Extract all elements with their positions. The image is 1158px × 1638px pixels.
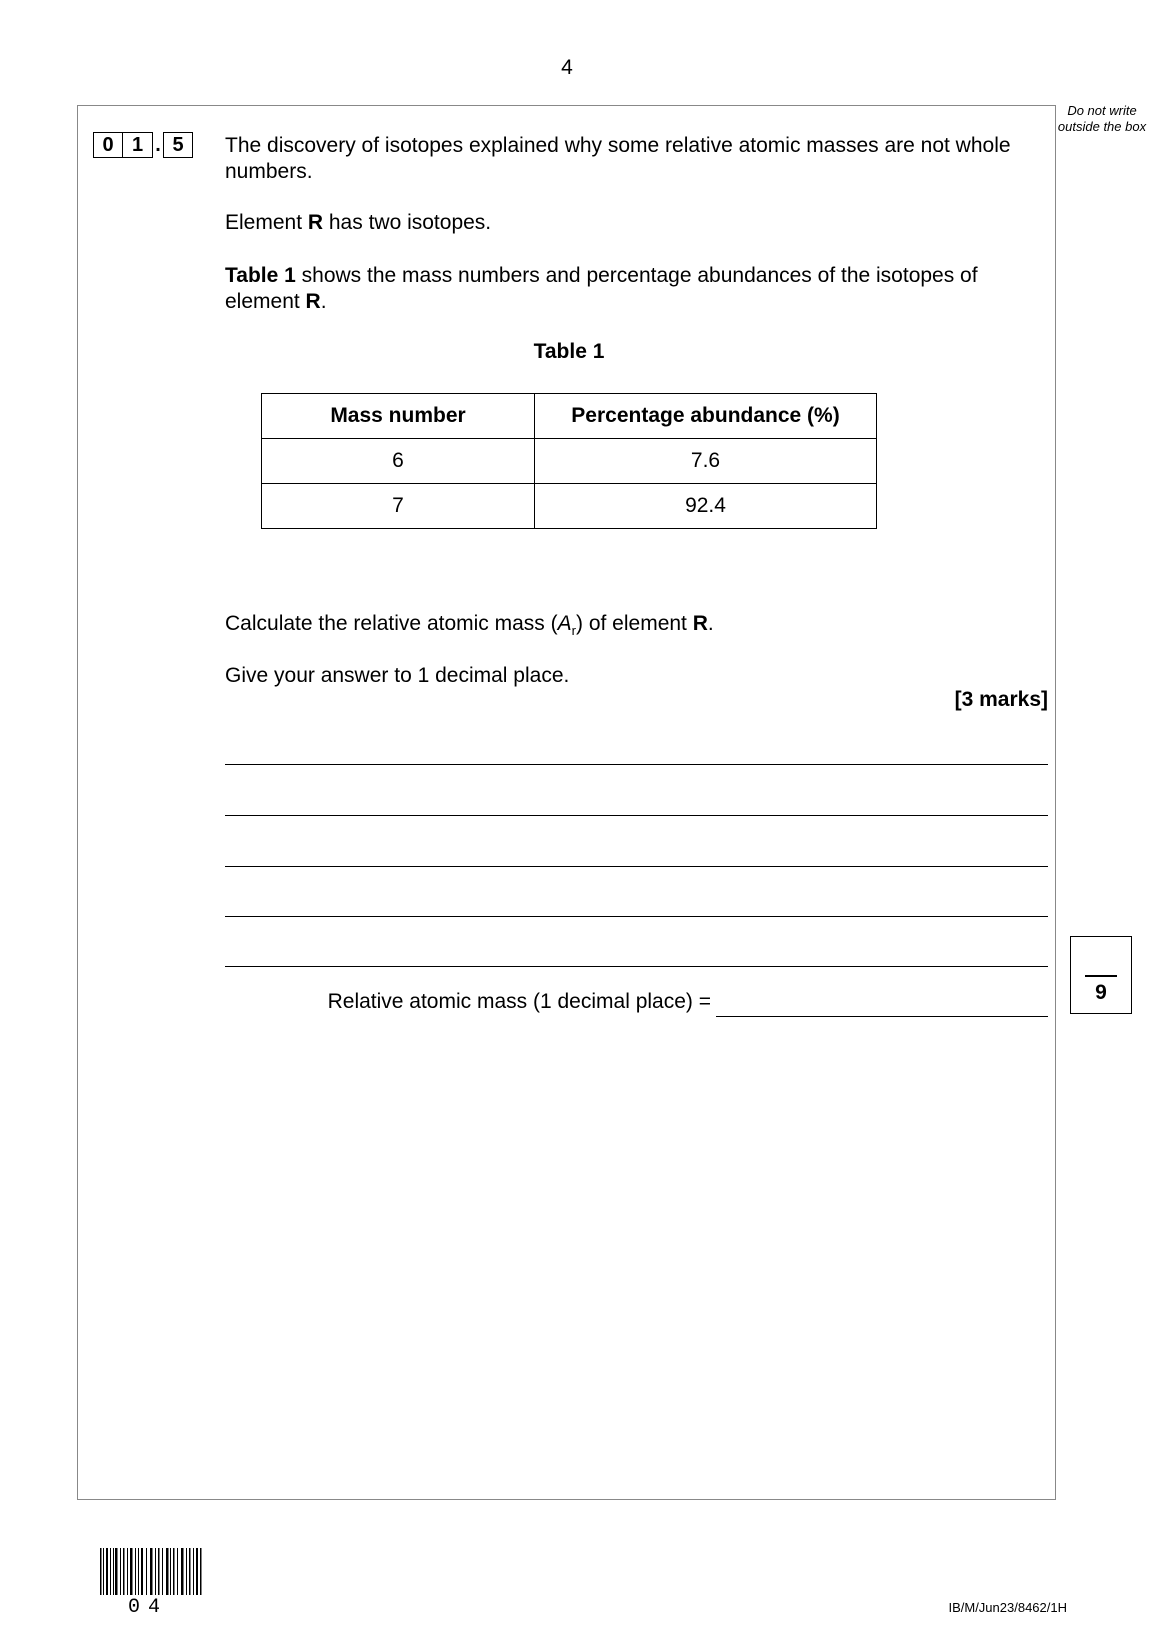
question-number bbox=[93, 132, 193, 158]
margin-note: Do not write outside the box bbox=[1057, 103, 1147, 134]
answer-line[interactable] bbox=[225, 764, 1048, 765]
barcode bbox=[100, 1548, 203, 1595]
table-row bbox=[262, 439, 877, 484]
score-total: 9 bbox=[1095, 981, 1107, 1004]
calculate-instruction: Calculate the relative atomic mass $(A_r)$ of element R. bbox=[225, 612, 714, 639]
question-digit: 5 bbox=[163, 132, 193, 158]
cell: 7.6 bbox=[535, 439, 877, 484]
precision-instruction: Give your answer to 1 decimal place. bbox=[225, 664, 570, 687]
barcode-number: 04 bbox=[128, 1596, 169, 1619]
question-separator: . bbox=[155, 133, 161, 156]
paper-code: IB/M/Jun23/8462/1H bbox=[948, 1600, 1067, 1615]
question-digit: 0 bbox=[93, 132, 123, 158]
table-header-row bbox=[262, 394, 877, 439]
cell: 7 bbox=[262, 484, 535, 529]
question-intro: The discovery of isotopes explained why some relative atomic masses are not whole numbers. bbox=[225, 134, 1011, 183]
header-abundance: Percentage abundance (%) bbox=[535, 394, 877, 439]
question-digit: 1 bbox=[123, 132, 153, 158]
answer-line[interactable] bbox=[225, 966, 1048, 967]
table-row bbox=[262, 484, 877, 529]
table-caption: Table 1 bbox=[533, 340, 605, 363]
cell: 92.4 bbox=[535, 484, 877, 529]
answer-line[interactable] bbox=[225, 916, 1048, 917]
isotope-table bbox=[261, 393, 877, 529]
answer-label: Relative atomic mass (1 decimal place) = bbox=[327, 990, 711, 1013]
score-blank bbox=[1085, 975, 1117, 977]
marks-label: [3 marks] bbox=[954, 688, 1048, 711]
page-number: 4 bbox=[561, 56, 573, 79]
answer-line[interactable] bbox=[225, 866, 1048, 867]
cell: 6 bbox=[262, 439, 535, 484]
header-mass-number: Mass number bbox=[262, 394, 535, 439]
element-statement: Element R has two isotopes. bbox=[225, 211, 492, 234]
answer-line[interactable] bbox=[225, 815, 1048, 816]
score-box bbox=[1070, 936, 1132, 1014]
table-intro: Table 1 shows the mass numbers and percentage abundances of the isotopes of element R. bbox=[225, 264, 978, 313]
final-answer-line[interactable] bbox=[716, 1016, 1048, 1017]
